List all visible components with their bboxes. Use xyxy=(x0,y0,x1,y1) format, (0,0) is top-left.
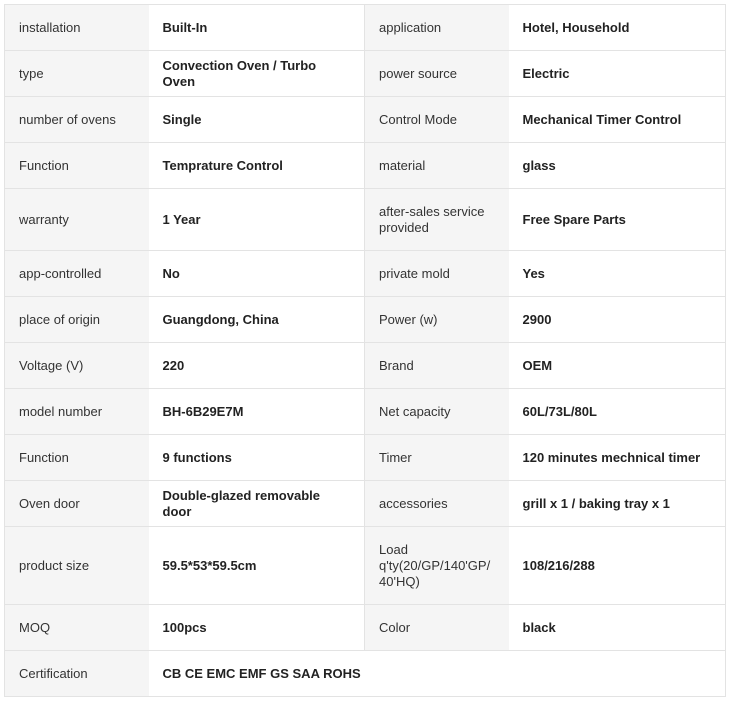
spec-value: Convection Oven / Turbo Oven xyxy=(149,51,365,97)
spec-value: Mechanical Timer Control xyxy=(509,97,726,143)
spec-value: 120 minutes mechnical timer xyxy=(509,435,726,481)
spec-key: application xyxy=(365,5,509,51)
spec-key: MOQ xyxy=(5,605,149,651)
spec-key: Oven door xyxy=(5,481,149,527)
table-row xyxy=(5,189,726,251)
spec-key: Net capacity xyxy=(365,389,509,435)
spec-value: grill x 1 / baking tray x 1 xyxy=(509,481,726,527)
spec-key: Function xyxy=(5,143,149,189)
table-row xyxy=(5,251,726,297)
spec-key: Voltage (V) xyxy=(5,343,149,389)
spec-key: material xyxy=(365,143,509,189)
spec-value: Hotel, Household xyxy=(509,5,726,51)
spec-value: glass xyxy=(509,143,726,189)
table-row xyxy=(5,605,726,651)
table-row xyxy=(5,527,726,605)
table-row xyxy=(5,389,726,435)
spec-key: Color xyxy=(365,605,509,651)
spec-value: OEM xyxy=(509,343,726,389)
spec-key: installation xyxy=(5,5,149,51)
table-row xyxy=(5,143,726,189)
spec-value: No xyxy=(149,251,365,297)
table-row xyxy=(5,51,726,97)
spec-key: Timer xyxy=(365,435,509,481)
spec-value: 2900 xyxy=(509,297,726,343)
table-row xyxy=(5,651,726,697)
spec-value: BH-6B29E7M xyxy=(149,389,365,435)
spec-value: 100pcs xyxy=(149,605,365,651)
spec-value: 108/216/288 xyxy=(509,527,726,605)
spec-key: number of ovens xyxy=(5,97,149,143)
table-row xyxy=(5,481,726,527)
table-row xyxy=(5,5,726,51)
spec-table xyxy=(4,4,726,697)
spec-value: Electric xyxy=(509,51,726,97)
spec-key: accessories xyxy=(365,481,509,527)
spec-key: Certification xyxy=(5,651,149,697)
spec-key: model number xyxy=(5,389,149,435)
spec-value: 59.5*53*59.5cm xyxy=(149,527,365,605)
spec-key: Brand xyxy=(365,343,509,389)
spec-value: Free Spare Parts xyxy=(509,189,726,251)
spec-key: type xyxy=(5,51,149,97)
table-row xyxy=(5,435,726,481)
spec-value: 1 Year xyxy=(149,189,365,251)
spec-key: app-controlled xyxy=(5,251,149,297)
spec-value: CB CE EMC EMF GS SAA ROHS xyxy=(149,651,726,697)
spec-value: Guangdong, China xyxy=(149,297,365,343)
spec-key: Control Mode xyxy=(365,97,509,143)
spec-value: 220 xyxy=(149,343,365,389)
table-row xyxy=(5,297,726,343)
spec-key: private mold xyxy=(365,251,509,297)
spec-value: Yes xyxy=(509,251,726,297)
spec-key: after-sales service provided xyxy=(365,189,509,251)
spec-value: Built-In xyxy=(149,5,365,51)
spec-value: 9 functions xyxy=(149,435,365,481)
spec-key: product size xyxy=(5,527,149,605)
spec-value: Single xyxy=(149,97,365,143)
spec-key: place of origin xyxy=(5,297,149,343)
spec-value: Temprature Control xyxy=(149,143,365,189)
spec-key: Power (w) xyxy=(365,297,509,343)
spec-key: Load q'ty(20/GP/140'GP/ 40'HQ) xyxy=(365,527,509,605)
spec-key: warranty xyxy=(5,189,149,251)
spec-key: power source xyxy=(365,51,509,97)
table-row xyxy=(5,343,726,389)
spec-value: black xyxy=(509,605,726,651)
spec-value: 60L/73L/80L xyxy=(509,389,726,435)
table-row xyxy=(5,97,726,143)
spec-value: Double-glazed removable door xyxy=(149,481,365,527)
spec-key: Function xyxy=(5,435,149,481)
